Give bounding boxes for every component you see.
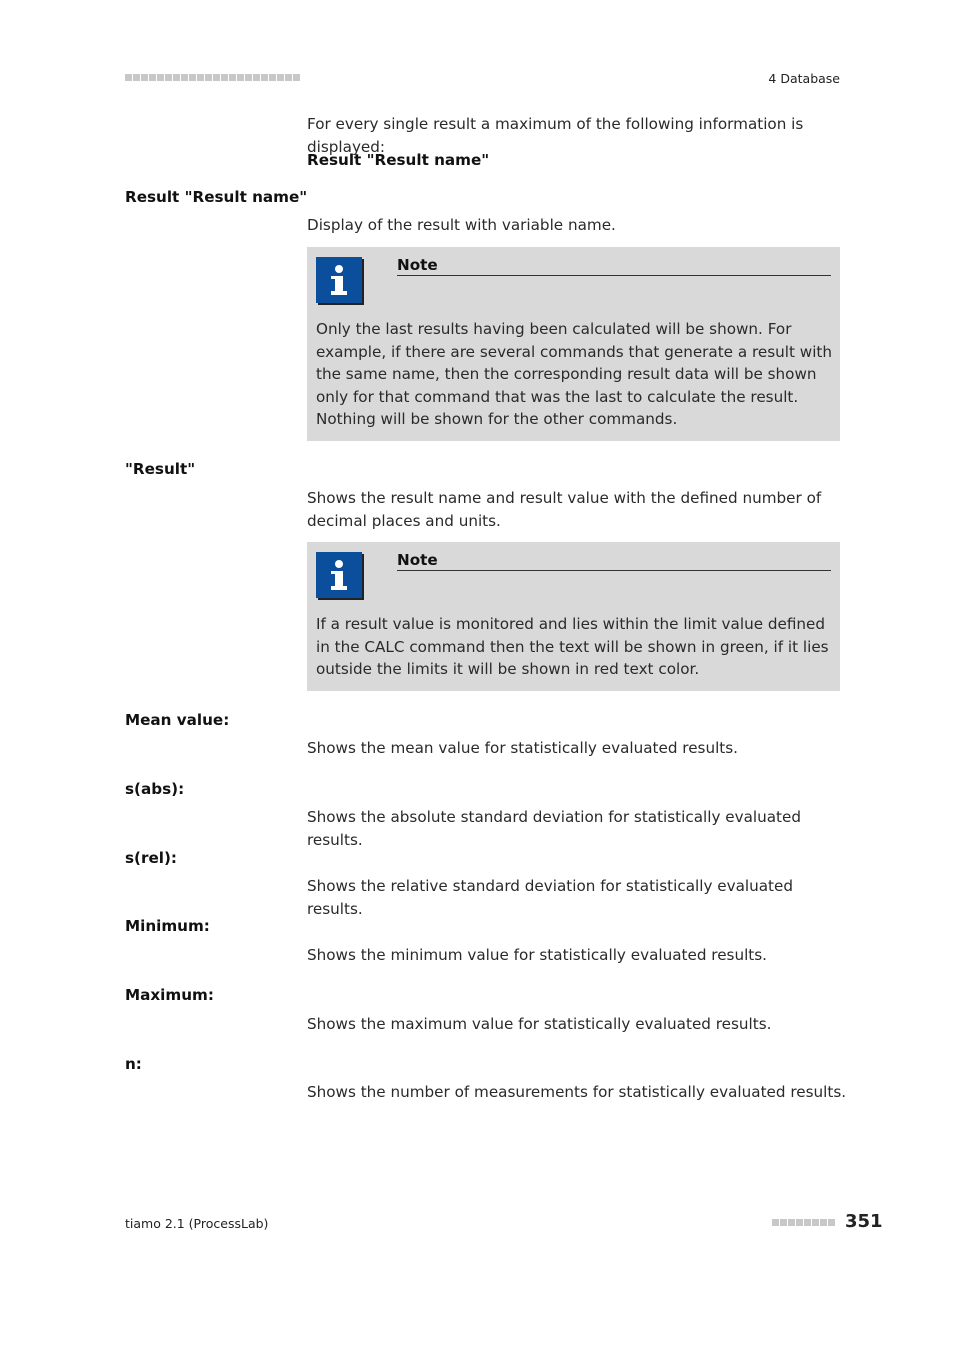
info-icon <box>316 552 362 598</box>
term-result: "Result" <box>125 460 196 478</box>
note-title: Note <box>397 551 831 571</box>
desc-minimum: Shows the minimum value for statistically evaluated results. <box>307 946 768 964</box>
note-box <box>307 247 840 441</box>
term-mean-value: Mean value: <box>125 711 230 729</box>
desc-s-rel: Shows the relative standard deviation for statistically evaluated results. <box>307 877 793 918</box>
term-minimum: Minimum: <box>125 917 210 935</box>
desc-result: Shows the result name and result value with the defined number of decimal places and units. <box>307 489 822 530</box>
footer-product: tiamo 2.1 (ProcessLab) <box>125 1216 269 1231</box>
term-maximum: Maximum: <box>125 986 214 1004</box>
desc-result-name: Display of the result with variable name. <box>307 216 616 234</box>
note-title: Note <box>397 256 831 276</box>
header-decoration <box>125 73 307 83</box>
desc-s-abs: Shows the absolute standard deviation for statistically evaluated results. <box>307 808 801 849</box>
note-body: If a result value is monitored and lies within the limit value defined in the CALC command then the text will be shown in green, if it lies outside the limits it will be shown in red text color. <box>316 615 829 678</box>
note-body: Only the last results having been calculated will be shown. For example, if there are several commands that generate a result with the same name, then the corresponding result data will be shown only for that command that was the last to calculate the result. Nothing will be shown for the other commands. <box>316 320 832 428</box>
term-s-rel: s(rel): <box>125 849 177 867</box>
footer-decoration <box>772 1218 840 1228</box>
page-number: 351 <box>845 1211 883 1232</box>
term-result-name: Result "Result name" <box>125 188 308 206</box>
term-n: n: <box>125 1055 142 1073</box>
info-icon <box>316 257 362 303</box>
desc-maximum: Shows the maximum value for statistically evaluated results. <box>307 1015 772 1033</box>
chapter-title: 4 Database <box>768 71 840 86</box>
note-box <box>307 542 840 691</box>
intro-text: For every single result a maximum of the following information is displayed: <box>307 115 804 156</box>
desc-mean-value: Shows the mean value for statistically evaluated results. <box>307 739 739 757</box>
term-s-abs: s(abs): <box>125 780 185 798</box>
desc-n: Shows the number of measurements for statistically evaluated results. <box>307 1083 847 1101</box>
section-heading: Result "Result name" <box>307 151 490 169</box>
